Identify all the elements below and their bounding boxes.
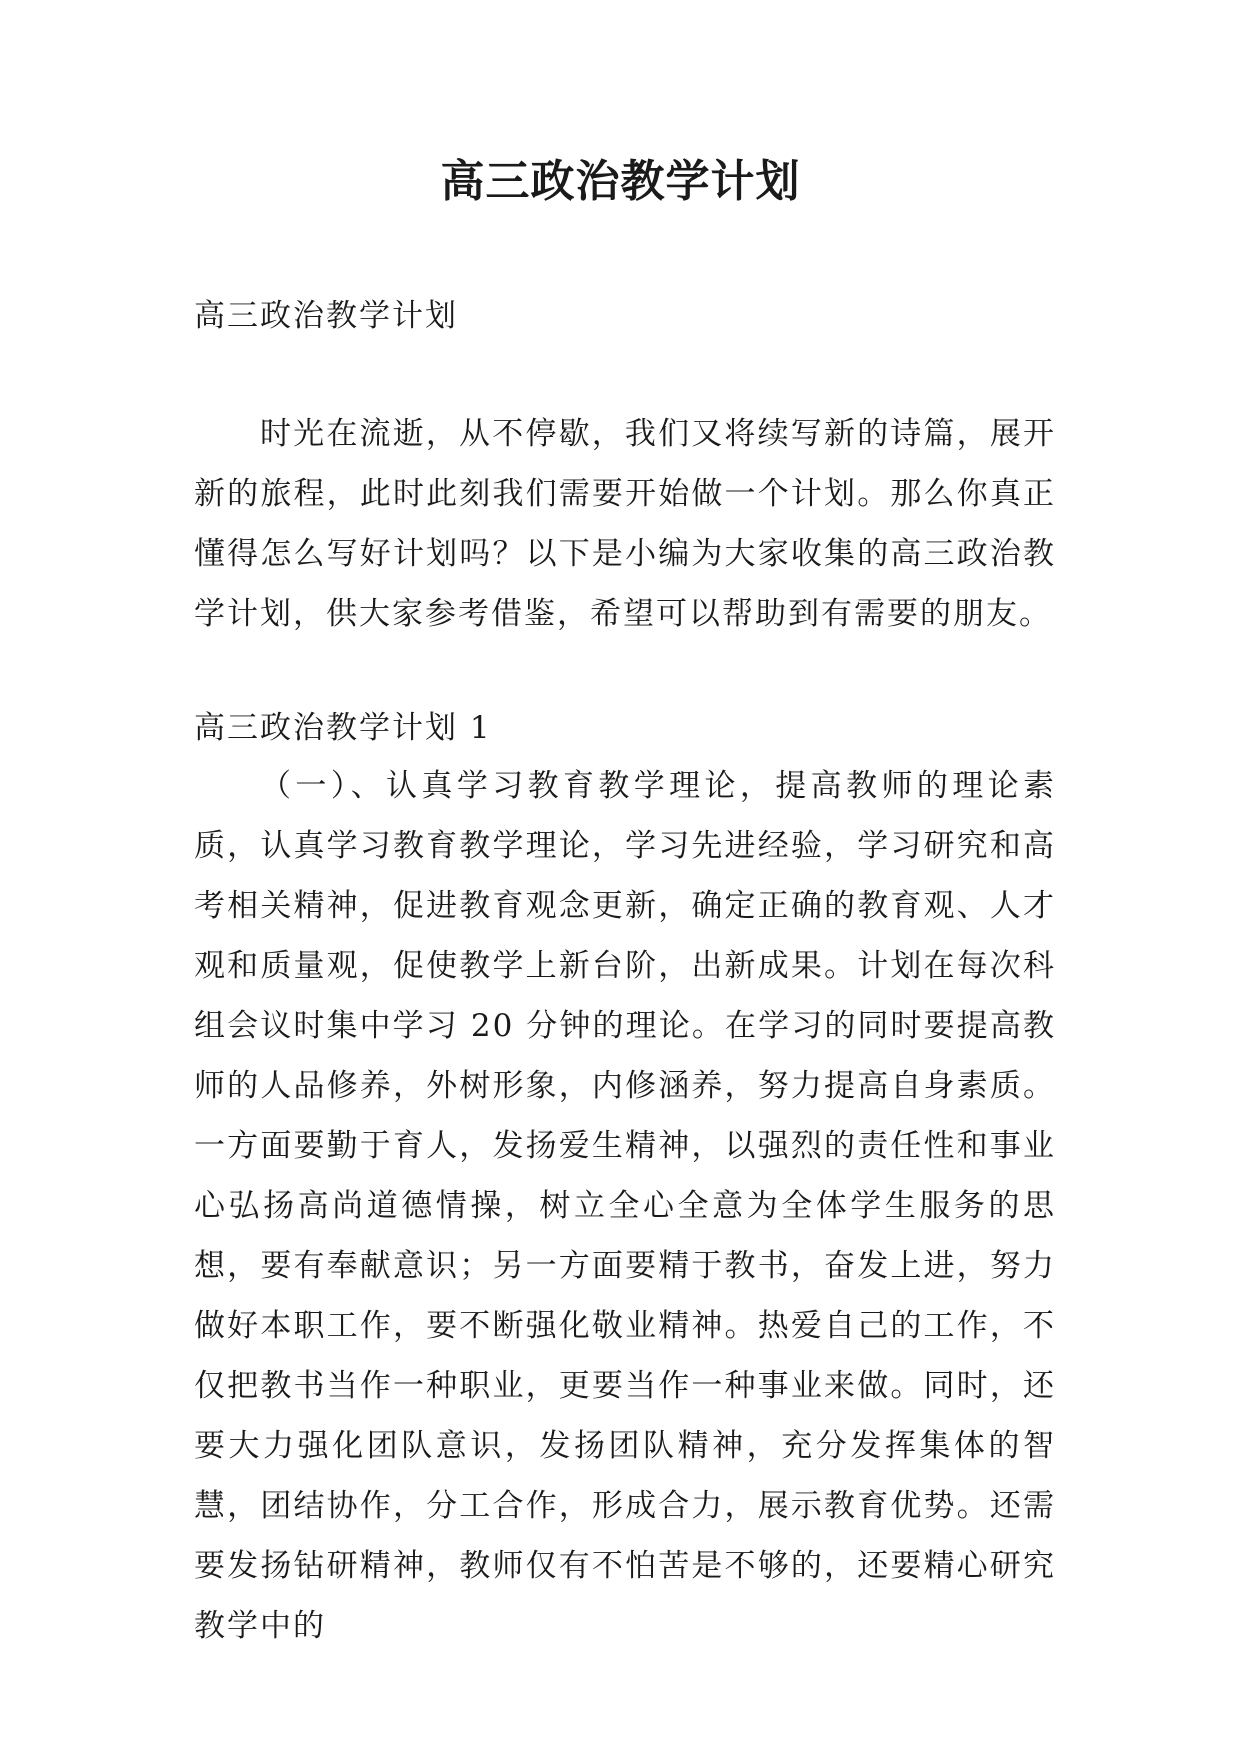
document-title: 高三政治教学计划 [440, 156, 801, 207]
section-heading: 高三政治教学计划 1 [194, 710, 492, 746]
document-subtitle: 高三政治教学计划 [194, 298, 458, 334]
section-paragraph: （一）、认真学习教育教学理论，提高教师的理论素质，认真学习教育教学理论，学习先进经验，学习研究和高考相关精神，促进教育观念更新，确定正确的教育观、人才观和质量观，促使教学上新台阶，出新成果。计划在每次科组会议时集中学习 20 分钟的理论。在学习的同时要提高教师的人品修养，外树形象，内修涵养，努力提高自身素质。一方面要勤于育人，发扬爱生精神，以强烈的责任性和事业心弘扬高尚道德情操，树立全心全意为全体学生服务的思想，要有奉献意识；另一方面要精于教书，奋发上进，努力做好本职工作，要不断强化敬业精神。热爱自己的工作，不仅把教书当作一种职业，更要当作一种事业来做。同时，还要大力强化团队意识，发扬团队精神，充分发挥集体的智慧，团结协作，分工合作，形成合力，展示教育优势。还需要发扬钻研精神，教师仅有不怕苦是不够的，还要精心研究教学中的 [194, 768, 1056, 1644]
intro-paragraph: 时光在流逝，从不停歇，我们又将续写新的诗篇，展开新的旅程，此时此刻我们需要开始做一个计划。那么你真正懂得怎么写好计划吗？以下是小编为大家收集的高三政治教学计划，供大家参考借鉴，希望可以帮助到有需要的朋友。 [194, 416, 1056, 632]
